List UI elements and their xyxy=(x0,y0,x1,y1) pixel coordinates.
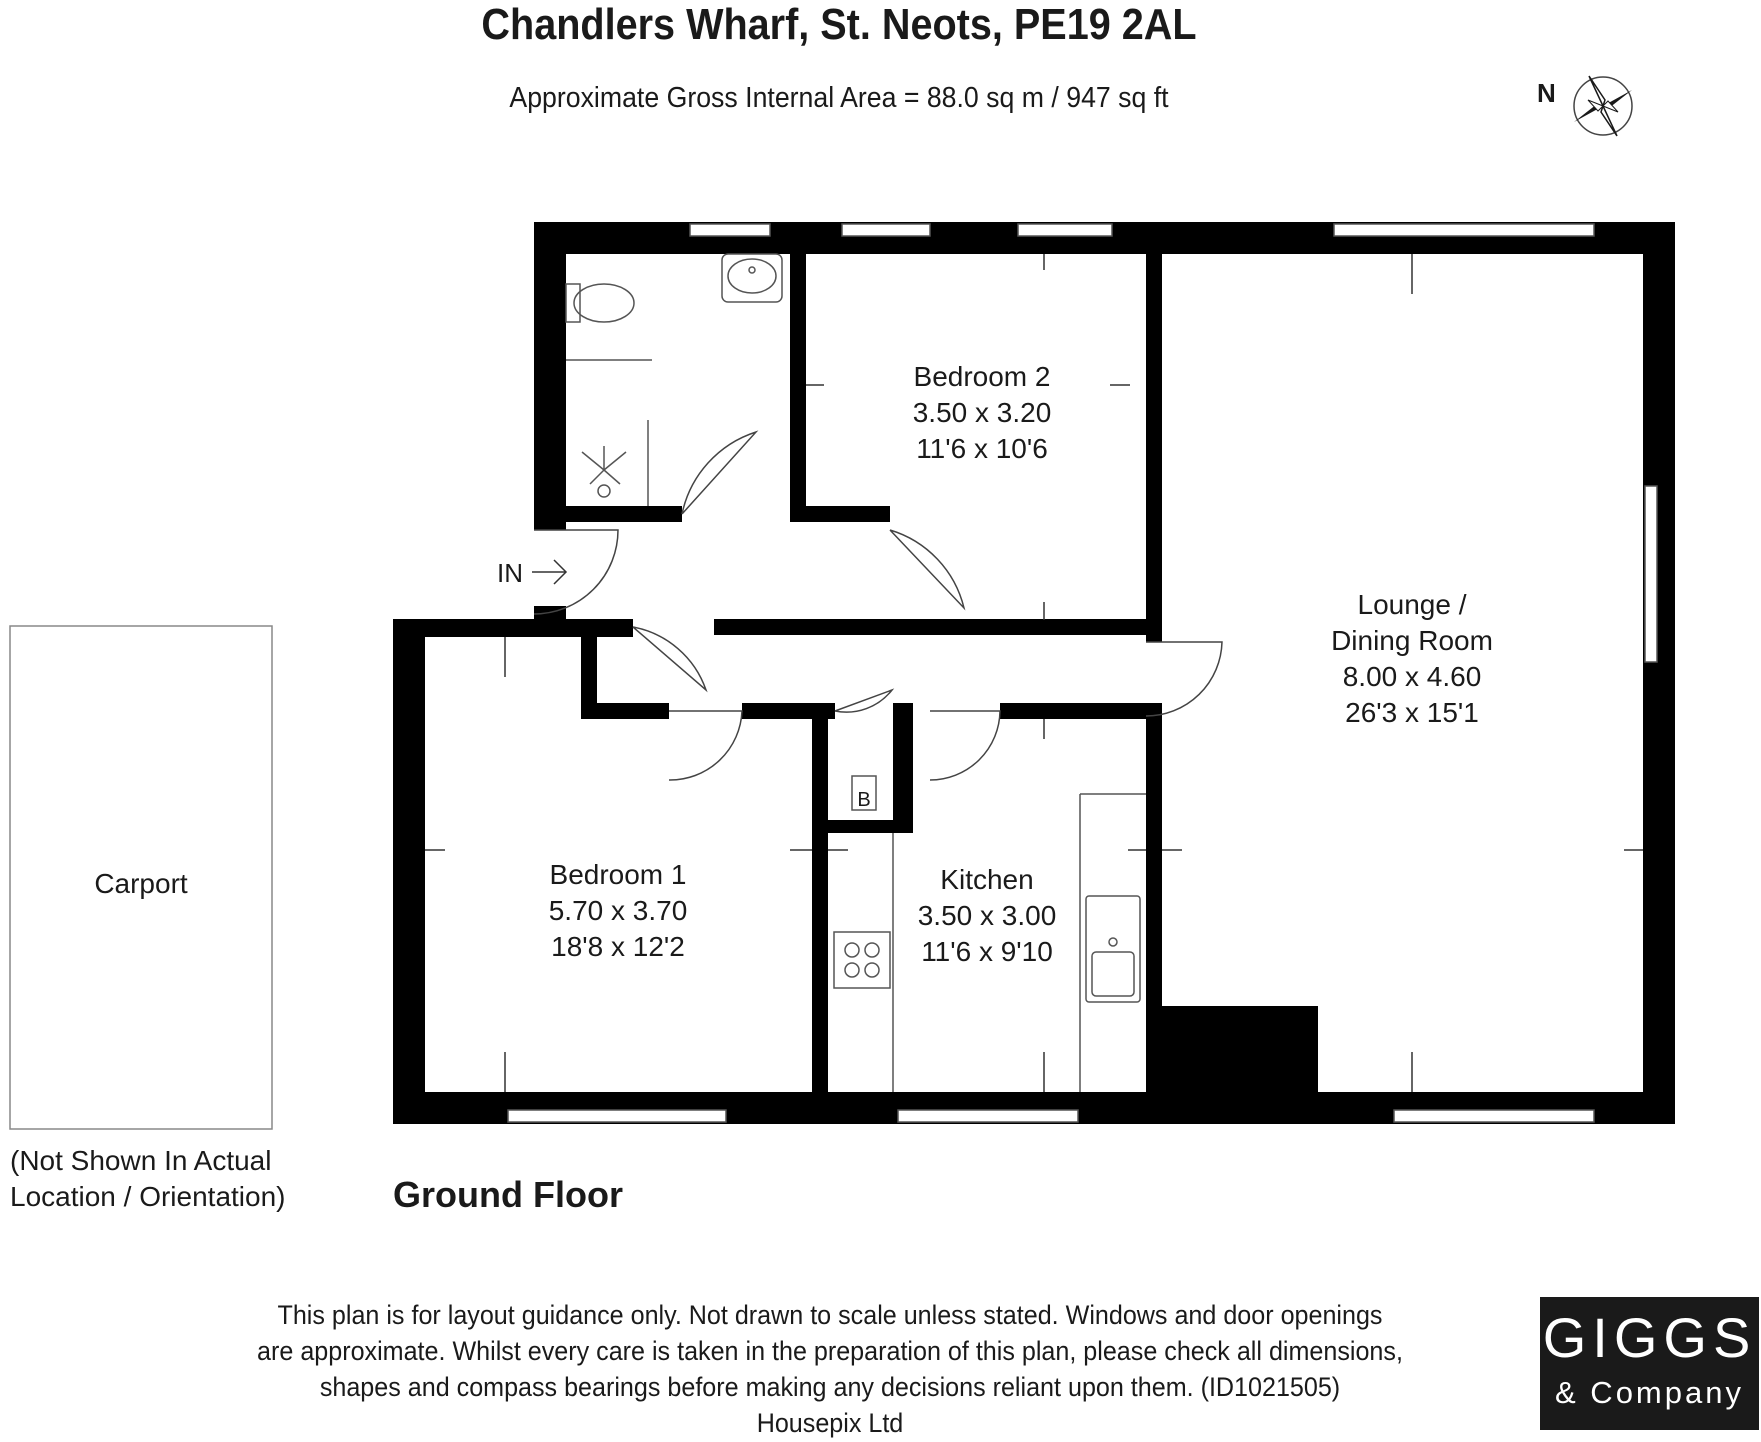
carport-note-line1: (Not Shown In Actual xyxy=(10,1145,272,1176)
disclaimer-line: are approximate. Whilst every care is taken in the preparation of this plan, please check all dimensions, xyxy=(257,1336,1403,1366)
windows xyxy=(508,224,1657,1122)
lounge-name-line2: Dining Room xyxy=(1331,625,1493,656)
carport-label: Carport xyxy=(94,868,188,899)
disclaimer-line: shapes and compass bearings before making any decisions reliant upon them. (ID1021505) xyxy=(319,1372,1341,1402)
doors xyxy=(534,432,1222,780)
logo-main-text: GIGGS xyxy=(1542,1306,1757,1369)
logo-sub-text: & Company xyxy=(1555,1375,1744,1410)
lounge-metric: 8.00 x 4.60 xyxy=(1342,661,1482,692)
kitchen-metric: 3.50 x 3.00 xyxy=(917,900,1057,931)
bedroom-2-name: Bedroom 2 xyxy=(913,361,1051,392)
lounge-name: Lounge / xyxy=(1357,589,1467,620)
bathroom-fixtures xyxy=(566,254,782,506)
compass-north-label: N xyxy=(1537,78,1556,108)
kitchen-imperial: 11'6 x 9'10 xyxy=(921,936,1053,967)
giggs-logo xyxy=(1540,1297,1759,1430)
bedroom-1-imperial: 18'8 x 12'2 xyxy=(551,931,685,962)
bedroom-1-metric: 5.70 x 3.70 xyxy=(548,895,688,926)
lounge-imperial: 26'3 x 15'1 xyxy=(1345,697,1479,728)
gross-area-text: Approximate Gross Internal Area = 88.0 sq m / 947 sq ft xyxy=(509,82,1169,114)
carport-note-line2: Location / Orientation) xyxy=(10,1181,286,1212)
bedroom-2-metric: 3.50 x 3.20 xyxy=(912,397,1052,428)
boiler-label: B xyxy=(857,789,871,811)
floor-label: Ground Floor xyxy=(393,1174,623,1215)
bedroom-1-name: Bedroom 1 xyxy=(549,859,687,890)
entrance-label: IN xyxy=(497,558,523,588)
kitchen-name: Kitchen xyxy=(940,864,1034,895)
bedroom-2-imperial: 11'6 x 10'6 xyxy=(916,433,1048,464)
disclaimer-credit: Housepix Ltd xyxy=(756,1408,904,1438)
plan-title: Chandlers Wharf, St. Neots, PE19 2AL xyxy=(481,0,1197,49)
disclaimer-line: This plan is for layout guidance only. Not drawn to scale unless stated. Windows and door openings xyxy=(277,1300,1383,1330)
disclaimer xyxy=(207,1297,1453,1441)
walls xyxy=(393,222,1675,1124)
